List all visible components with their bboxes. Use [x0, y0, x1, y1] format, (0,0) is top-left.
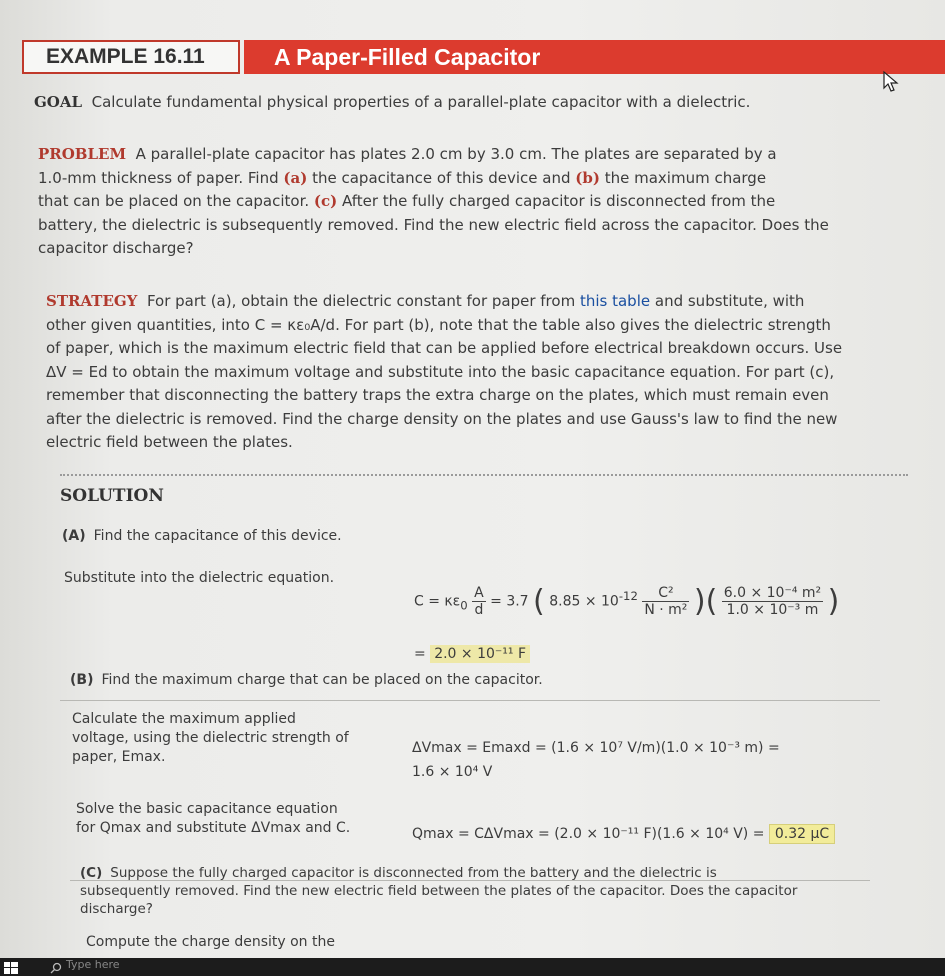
step-text: Solve the basic capacitance equation — [76, 801, 338, 817]
part-a-heading — [62, 528, 342, 544]
paren-open: ( — [533, 584, 545, 619]
strategy-section — [46, 290, 906, 455]
frac-denominator: d — [474, 602, 484, 618]
step-text: voltage, using the dielectric strength of — [72, 730, 349, 746]
eq-text: C = κε — [414, 593, 461, 610]
part-divider — [60, 700, 880, 701]
search-icon[interactable] — [50, 962, 62, 974]
problem-text: battery, the dielectric is subsequently removed. Find the new electric field across the capacitor. Does the — [38, 215, 829, 234]
eq-subscript: 0 — [460, 598, 468, 613]
step-text: paper, Emax. — [72, 749, 166, 765]
problem-text: the maximum charge — [599, 168, 767, 187]
paren-close: ) — [827, 584, 840, 619]
eq-text: Qmax = CΔVmax = (2.0 × 10⁻¹¹ F)(1.6 × 10⁴ V) = — [412, 826, 765, 842]
step-text: for Qmax and substitute ΔVmax and C. — [76, 820, 351, 836]
max-charge-result: 0.32 μC — [769, 824, 835, 844]
solution-heading: SOLUTION — [60, 486, 164, 506]
max-voltage-result: 1.6 × 10⁴ V — [412, 764, 493, 780]
part-b-label: (b) — [575, 168, 600, 187]
part-c-text: discharge? — [80, 901, 153, 917]
part-c-text: Suppose the fully charged capacitor is disconnected from the battery and the dielectric is — [110, 865, 717, 881]
strategy-text: after the dielectric is removed. Find the charge density on the plates and use Gauss's law to find the new — [46, 409, 838, 428]
area-over-d-fraction — [472, 585, 486, 618]
problem-text: After the fully charged capacitor is disconnected from the — [337, 192, 776, 210]
part-b-step1 — [72, 710, 349, 767]
part-b-label: (B) — [70, 672, 94, 688]
eq-text: = — [414, 646, 426, 662]
part-a-title: Find the capacitance of this device. — [93, 528, 342, 544]
windows-start-icon[interactable] — [4, 962, 18, 974]
windows-taskbar — [0, 958, 945, 976]
eq-exponent: -12 — [618, 588, 638, 603]
section-divider — [60, 474, 908, 476]
problem-text: the capacitance of this device and — [307, 168, 576, 187]
part-a-label: (A) — [62, 528, 86, 544]
frac-numerator: C² — [642, 585, 689, 602]
part-b-title: Find the maximum charge that can be placed on the capacitor. — [101, 672, 543, 688]
taskbar-search-input[interactable]: Type here — [66, 958, 120, 971]
problem-label: PROBLEM — [38, 145, 127, 163]
strategy-label: STRATEGY — [46, 292, 138, 310]
strategy-text: ΔV = Ed to obtain the maximum voltage and substitute into the basic capacitance equation. For part (c), — [46, 362, 835, 381]
frac-denominator: 1.0 × 10⁻³ m — [726, 602, 819, 618]
eq-text: = 3.7 — [490, 593, 529, 610]
problem-text: that can be placed on the capacitor. — [38, 192, 314, 210]
strategy-text: of paper, which is the maximum electric field that can be applied before electrical breakdown occurs. Use — [46, 339, 843, 357]
strategy-text: For part (a), obtain the dielectric constant for paper from — [146, 292, 580, 310]
area-fraction — [722, 585, 823, 618]
part-b-heading — [70, 672, 543, 688]
part-a-label: (a) — [283, 168, 308, 187]
problem-text: A parallel-plate capacitor has plates 2.0 cm by 3.0 cm. The plates are separated by a — [135, 145, 777, 163]
paren-close: )( — [693, 584, 718, 619]
frac-numerator: A — [474, 585, 484, 601]
goal-label: GOAL — [34, 93, 83, 111]
problem-text: capacitor discharge? — [38, 239, 194, 257]
part-b-step2 — [76, 800, 350, 838]
strategy-text: electric field between the plates. — [46, 433, 293, 451]
mouse-cursor-icon — [880, 70, 902, 96]
part-a-step: Substitute into the dielectric equation. — [64, 570, 335, 586]
frac-denominator: N · m² — [644, 602, 688, 618]
unit-fraction — [642, 585, 689, 618]
goal-line — [34, 90, 750, 114]
eq-text: 8.85 × 10 — [549, 593, 619, 610]
capacitance-result: 2.0 × 10⁻¹¹ F — [430, 645, 530, 663]
strategy-text: remember that disconnecting the battery traps the extra charge on the plates, which must remain even — [46, 386, 829, 404]
problem-text: 1.0-mm thickness of paper. Find — [38, 168, 284, 187]
max-voltage-equation: ΔVmax = Emaxd = (1.6 × 10⁷ V/m)(1.0 × 10⁻³ m) = — [412, 740, 780, 756]
strategy-text: and substitute, with — [650, 292, 805, 310]
part-c-label: (c) — [313, 192, 338, 210]
example-label: EXAMPLE 16.11 — [22, 40, 240, 74]
capacitance-result-line — [414, 646, 530, 662]
max-charge-equation — [412, 826, 835, 842]
strategy-text: other given quantities, into C = κε₀A/d. For part (b), note that the table also gives the dielectric strength — [46, 315, 831, 334]
problem-section — [38, 143, 908, 261]
frac-numerator: 6.0 × 10⁻⁴ m² — [723, 585, 822, 601]
goal-text: Calculate fundamental physical properties of a parallel-plate capacitor with a dielectric. — [91, 93, 751, 111]
part-c-text: subsequently removed. Find the new electric field between the plates of the capacitor. Does the capacitor — [80, 883, 798, 899]
capacitance-equation — [414, 584, 839, 619]
example-title: A Paper-Filled Capacitor — [244, 40, 945, 74]
part-c-heading — [80, 864, 860, 918]
example-header — [22, 40, 945, 74]
part-c-step: Compute the charge density on the — [86, 934, 335, 950]
dielectric-table-link[interactable]: this table — [579, 292, 651, 310]
step-text: Calculate the maximum applied — [72, 711, 296, 727]
part-c-label: (C) — [80, 865, 103, 881]
